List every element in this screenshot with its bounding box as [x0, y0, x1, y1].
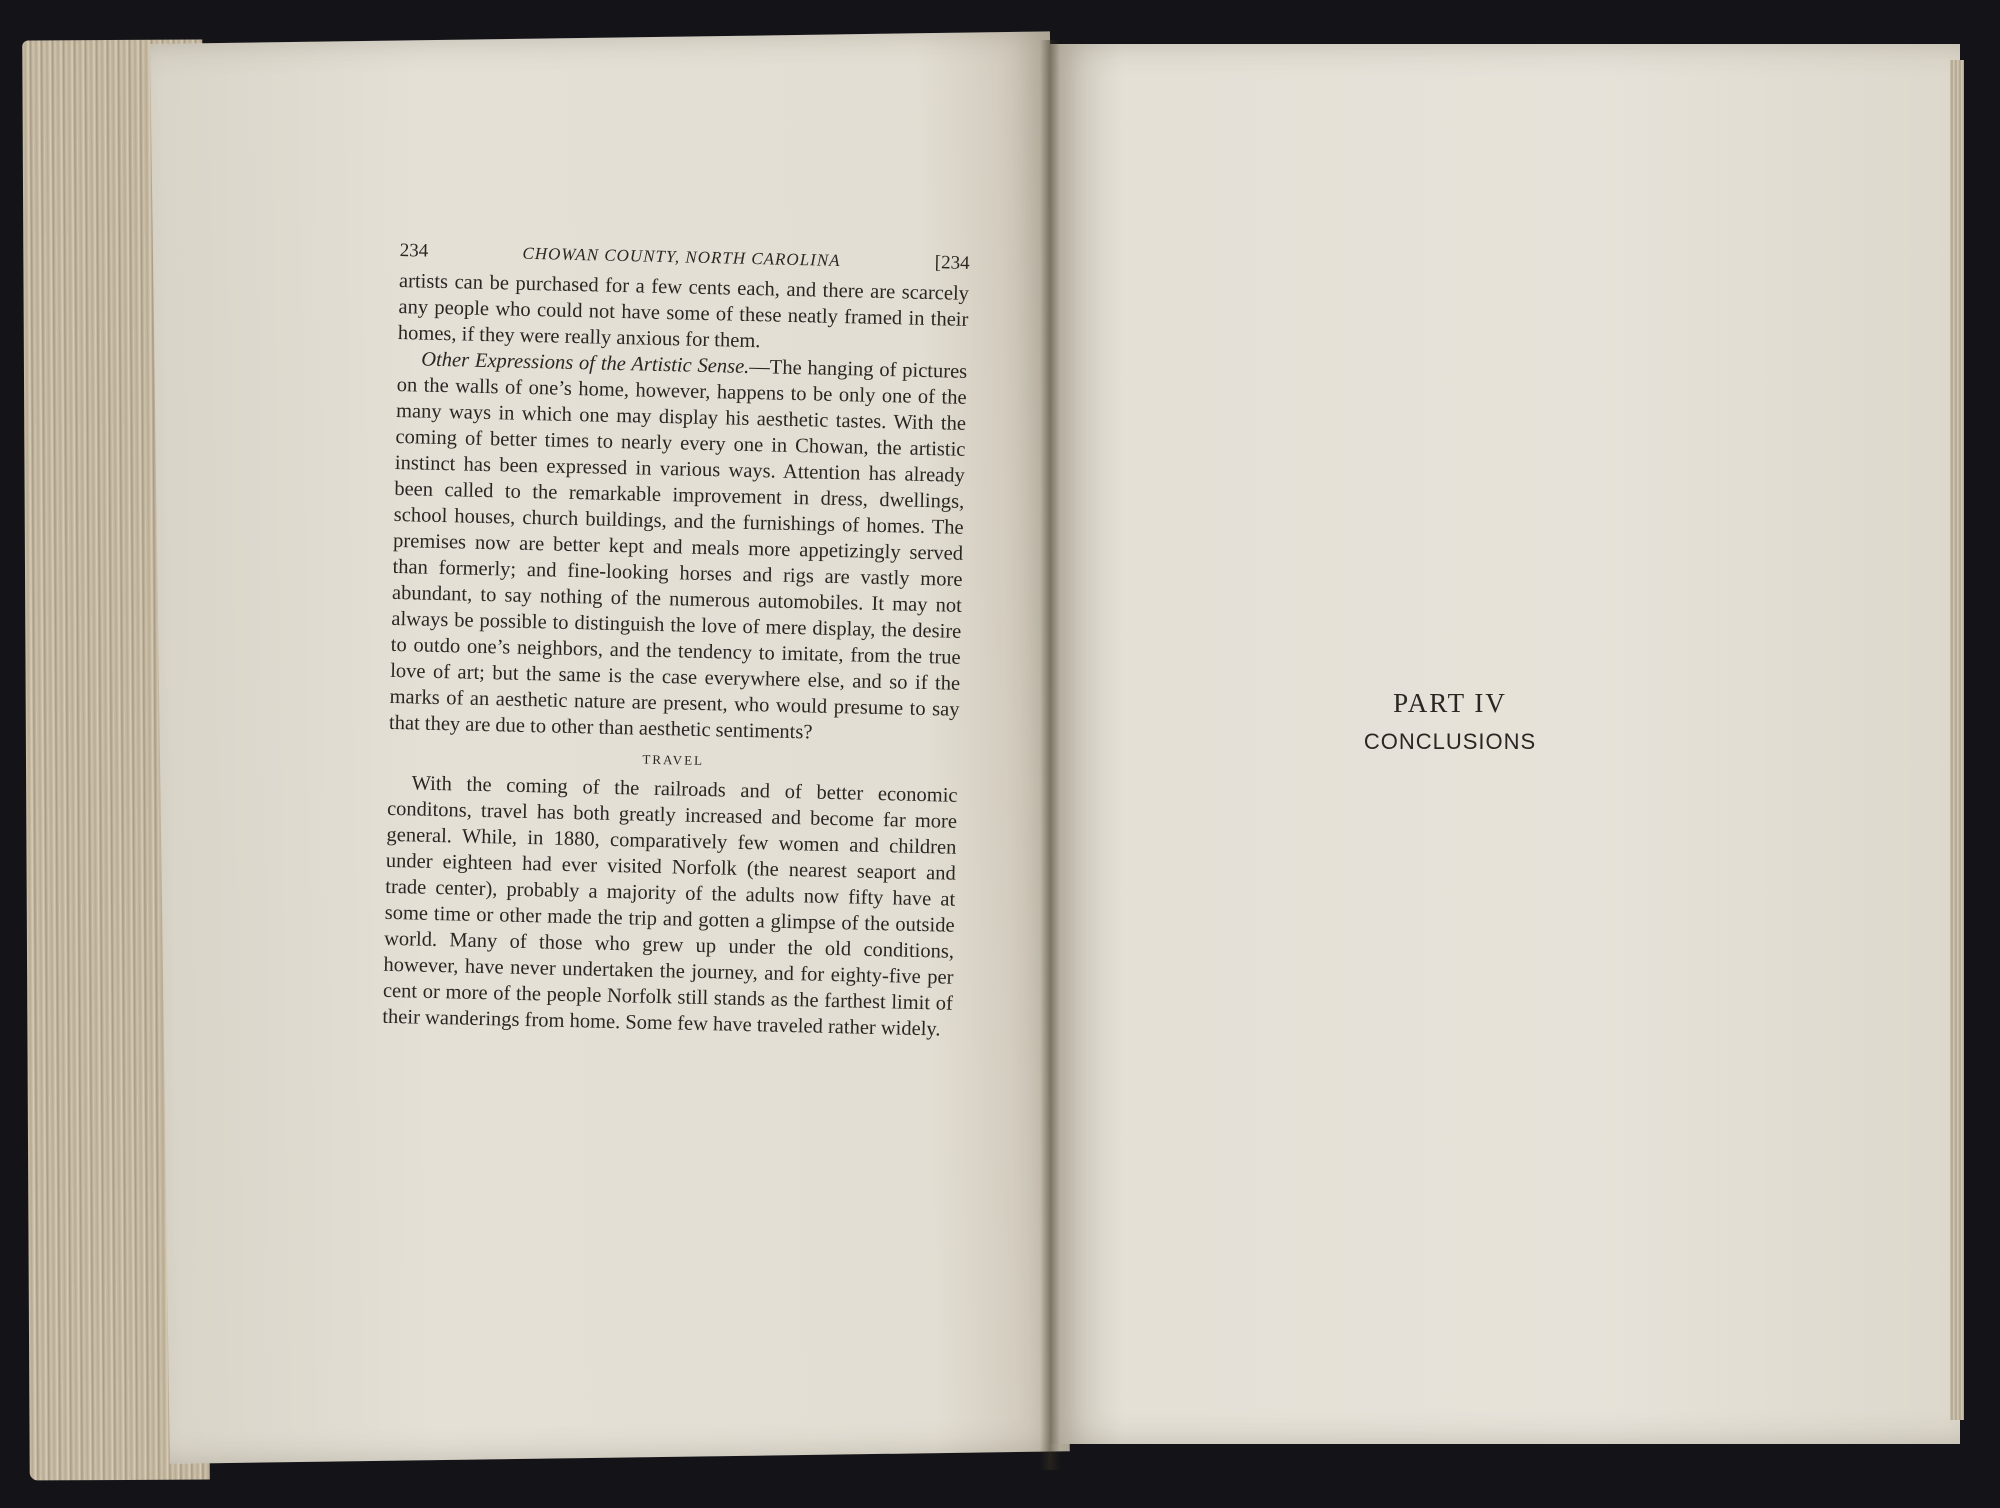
- paragraph-artistic-sense: [389, 346, 968, 749]
- right-page-edges: [1950, 60, 1964, 1420]
- paragraph-text: —The hanging of pictures on the walls of one’s home, however, happens to be only one of the many ways in which one may display his aesthetic tastes. With the coming of better times to nearly every one in Chowan, the artistic instinct has been expressed in various ways. Attention has already been called to the remarkable improvement in dress, dwellings, school houses, church buildings, and the furnishings of homes. The premises now are better kept and meals more appetizingly served than formerly; and fine-looking horses and rigs are vastly more abundant, to say nothing of the numerous automobiles. It may not always be possible to distinguish the love of mere display, the desire to outdo one’s neighbors, and the tendency to imitate, from the true love of art; but the same is the case everywhere else, and so if the marks of an aesthetic nature are present, who would presume to say that they are due to other than aesthetic sentiments?: [388, 355, 968, 744]
- part-heading: [1300, 688, 1600, 755]
- left-page-text: [382, 240, 970, 1043]
- part-subtitle: CONCLUSIONS: [1363, 729, 1537, 754]
- paragraph-travel: With the coming of the railroads and of better economic conditons, travel has both greatly increased and become far more general. While, in 1880, comparatively few women and children under eighteen had ever visited Norfolk (the nearest seaport and trade center), probably a majority of the adults now fifty have at some time or other made the trip and gotten a glimpse of the outside world. Many of those who grew up under the old conditions, however, have never undertaken the journey, and for eighty-five per cent or more of the people Norfolk still stands as the farthest limit of their wanderings from home. Some few have traveled rather widely.: [382, 772, 958, 1041]
- part-title: PART IV: [1393, 688, 1507, 718]
- page-number: 234: [399, 240, 429, 262]
- paragraph-lead-italic: Other Expressions of the Artistic Sense.: [421, 348, 750, 378]
- section-heading-travel: TRAVEL: [642, 751, 705, 769]
- book-spine: [1040, 40, 1060, 1470]
- paragraph-artists: [398, 268, 970, 359]
- running-title: CHOWAN COUNTY, NORTH CAROLINA: [522, 243, 841, 270]
- bracket-page-number: [234: [934, 252, 970, 274]
- paragraph-text: artists can be purchased for a few cents each, and there are scarcely any people who could not have some of these neatly framed in their homes, if they were really anxious for them.: [397, 269, 970, 353]
